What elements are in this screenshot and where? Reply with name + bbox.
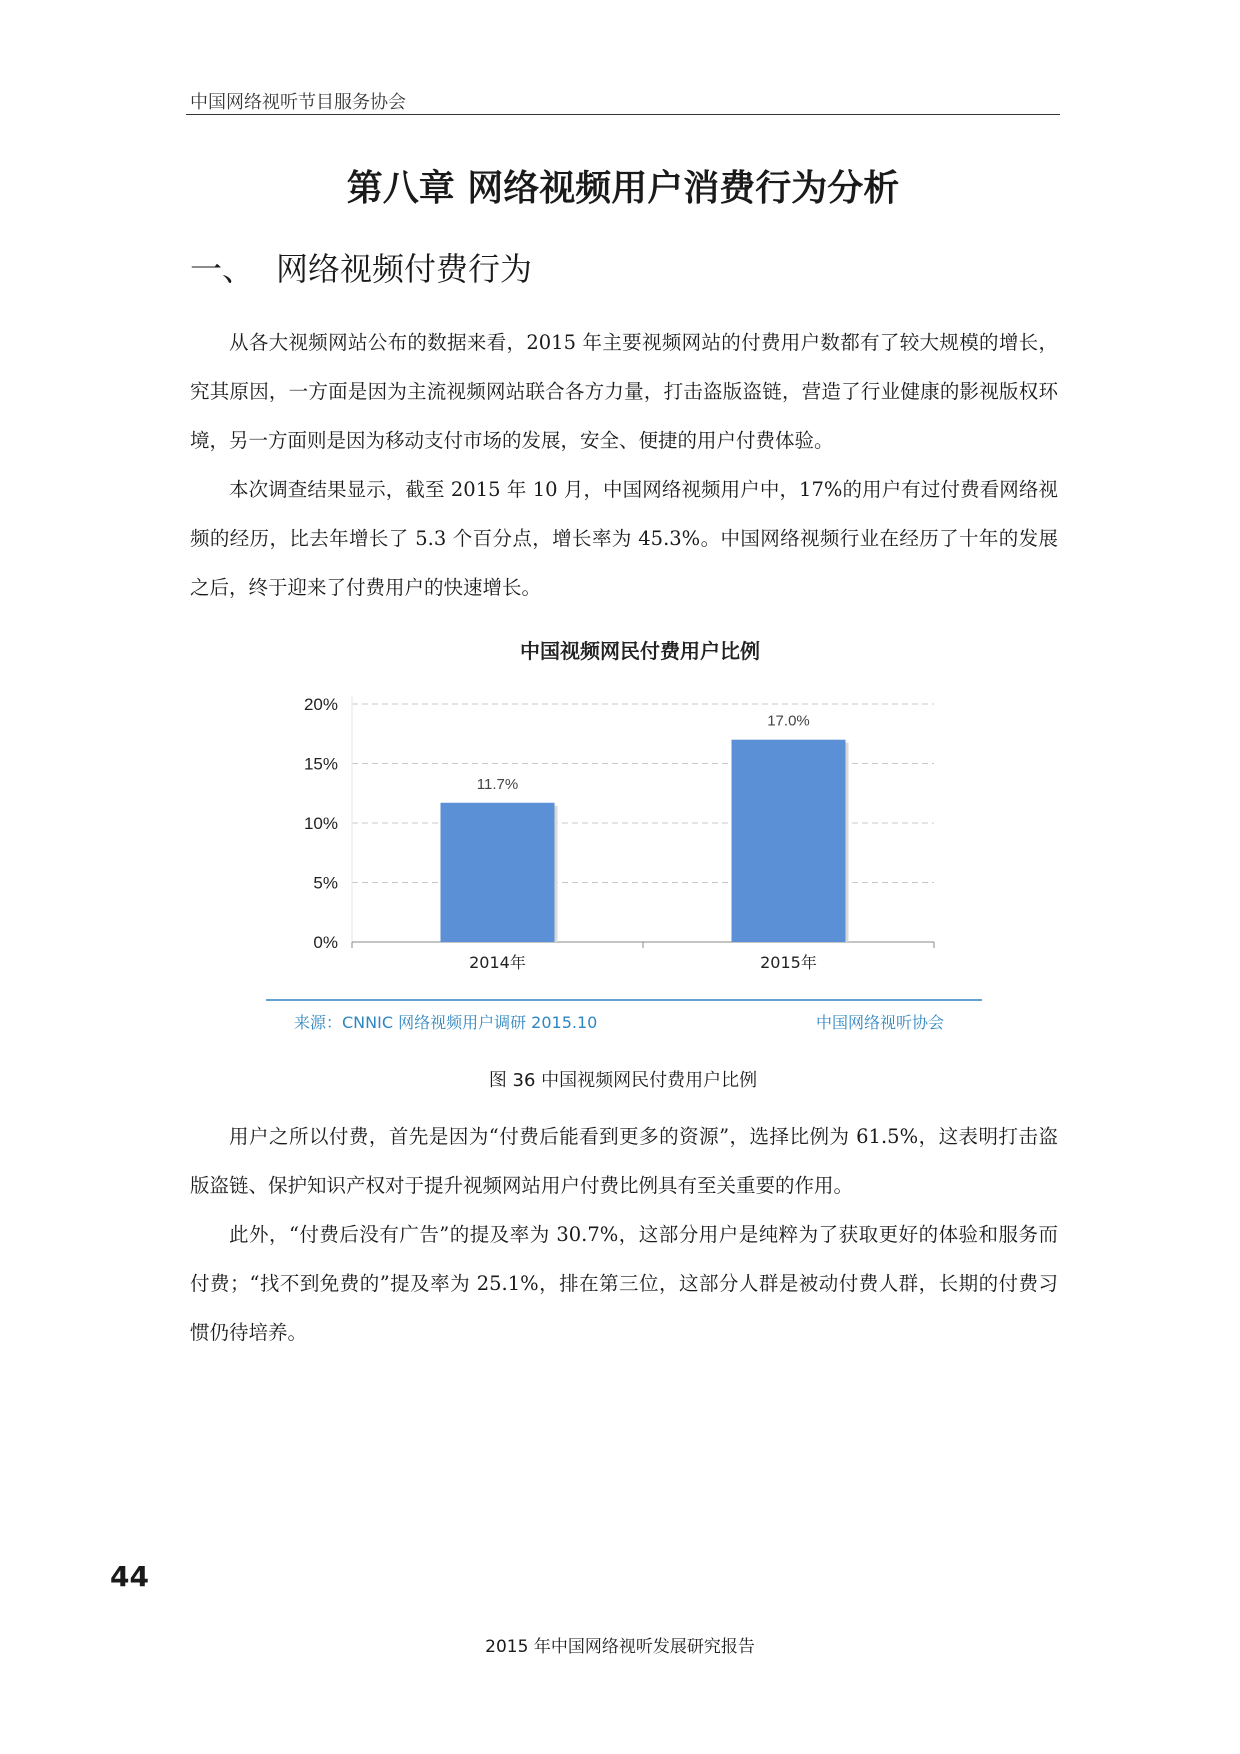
header-rule	[186, 114, 1060, 115]
page-footer: 2015 年中国网络视听发展研究报告	[485, 1637, 755, 1657]
chart-title: 中国视频网民付费用户比例	[520, 639, 760, 663]
chapter-title: 第八章 网络视频用户消费行为分析	[346, 168, 900, 209]
y-tick-label: 20%	[303, 695, 338, 714]
chart-source: 来源：CNNIC 网络视频用户调研 2015.10	[294, 1013, 598, 1032]
y-tick-label: 5%	[313, 873, 338, 893]
bar-chart	[250, 620, 1010, 1040]
figure-caption: 图 36 中国视频网民付费用户比例	[488, 1070, 758, 1091]
bar-chart-svg	[250, 620, 1010, 1040]
y-tick-label: 10%	[303, 814, 338, 833]
section-number: 一、	[190, 250, 255, 288]
y-tick-label: 15%	[303, 754, 338, 774]
y-tick-label: 0%	[313, 933, 338, 952]
x-tick-label: 2014年	[469, 953, 526, 972]
paragraph-1: 从各大视频网站公布的数据来看，2015 年主要视频网站的付费用户数都有了较大规模的增长，究其原因，一方面是因为主流视频网站联合各方力量，打击盗版盗链，营造了行业健康的影视版权环境，另一方面则是因为移动支付市场的发展，安全、便捷的用户付费体验。	[190, 331, 1058, 452]
bar-value-label: 11.7%	[476, 775, 519, 793]
bar	[441, 803, 555, 942]
x-tick-label: 2015年	[760, 953, 817, 972]
page-number: 44	[110, 1560, 149, 1593]
paragraph-2: 本次调查结果显示，截至 2015 年 10 月，中国网络视频用户中，17%的用户有过付费看网络视频的经历，比去年增长了 5.3 个百分点，增长率为 45.3%。中国网络视频行业在经历了十年的发展之后，终于迎来了付费用户的快速增长。	[190, 478, 1058, 599]
paragraph-3: 用户之所以付费，首先是因为“付费后能看到更多的资源”，选择比例为 61.5%，这表明打击盗版盗链、保护知识产权对于提升视频网站用户付费比例具有至关重要的作用。	[190, 1125, 1058, 1197]
bar	[732, 740, 846, 942]
bar-value-label: 17.0%	[767, 712, 810, 730]
paragraph-4: 此外，“付费后没有广告”的提及率为 30.7%，这部分用户是纯粹为了获取更好的体验和服务而付费；“找不到免费的”提及率为 25.1%，排在第三位，这部分人群是被动付费人群，长期的付费习惯仍待培养。	[190, 1223, 1058, 1344]
section-title: 网络视频付费行为	[276, 250, 533, 288]
running-header: 中国网络视听节目服务协会	[190, 92, 406, 113]
chart-publisher: 中国网络视听协会	[815, 1013, 944, 1032]
section-heading	[190, 244, 532, 290]
